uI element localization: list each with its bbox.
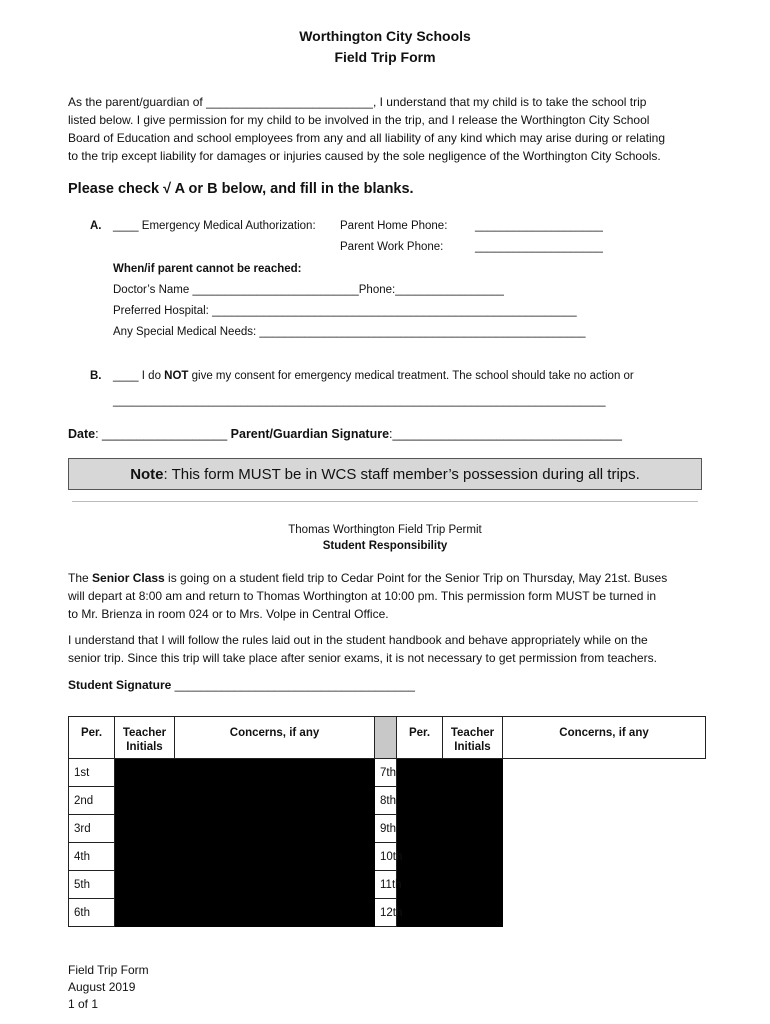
preferred-hospital-field[interactable]: Preferred Hospital: _________________________________________________________ xyxy=(113,305,577,317)
period-cell: 7th xyxy=(375,759,397,787)
home-phone-field[interactable]: ____________________ xyxy=(475,220,603,232)
concerns-cell[interactable] xyxy=(175,899,375,927)
parent-signature-label: Parent/Guardian Signature xyxy=(230,427,390,441)
initials-header-line: Initials xyxy=(126,741,163,753)
note-box xyxy=(68,458,702,490)
page-footer xyxy=(68,962,149,1013)
permit-title: Thomas Worthington Field Trip Permit xyxy=(288,524,482,536)
student-signature-row xyxy=(68,678,415,692)
concerns-cell[interactable] xyxy=(175,759,375,787)
footer-page-number: 1 of 1 xyxy=(68,997,99,1011)
period-cell: 3rd xyxy=(69,815,115,843)
teacher-initials-cell[interactable] xyxy=(397,815,443,843)
teacher-initials-cell[interactable] xyxy=(115,899,175,927)
rules-line: I understand that I will follow the rules laid out in the student handbook and behave appropriately while on the xyxy=(68,633,648,647)
table-row xyxy=(69,871,706,899)
form-title: Field Trip Form xyxy=(334,49,436,65)
intro-line: Board of Education and school employees from any and all liability of any kind which may arise during or relating xyxy=(68,131,665,145)
col-concerns-header: Concerns, if any xyxy=(503,717,706,759)
concerns-cell[interactable] xyxy=(443,899,503,927)
option-b-letter: B. xyxy=(90,370,102,382)
trip-details-paragraph xyxy=(68,569,708,623)
table-separator-column xyxy=(375,717,397,759)
initials-header-line: Initials xyxy=(454,741,491,753)
teacher-initials-cell[interactable] xyxy=(115,843,175,871)
note-label: Note xyxy=(130,465,164,483)
period-concerns-table xyxy=(68,716,706,927)
trip-line1-rest: is going on a student field trip to Cedar Point for the Senior Trip on Thursday, May 21st. Buses xyxy=(164,571,668,585)
work-phone-label: Parent Work Phone: xyxy=(340,241,444,253)
concerns-cell[interactable] xyxy=(175,843,375,871)
concerns-cell[interactable] xyxy=(175,815,375,843)
period-cell: 10th xyxy=(375,843,397,871)
teacher-initials-cell[interactable] xyxy=(115,759,175,787)
instruction-heading: Please check √ A or B below, and fill in the blanks. xyxy=(68,181,414,197)
note-text: : This form MUST be in WCS staff member’s possession during all trips. xyxy=(163,465,640,483)
option-b-blank-line[interactable]: _____________________________________________________________________________ xyxy=(113,395,606,407)
table-row xyxy=(69,787,706,815)
trip-details-line: will depart at 8:00 am and return to Thomas Worthington at 10:00 pm. This permission form MUST be turned in xyxy=(68,589,657,603)
permit-subtitle: Student Responsibility xyxy=(322,540,448,552)
concerns-cell[interactable] xyxy=(443,871,503,899)
table-header-row xyxy=(69,717,706,759)
table-row xyxy=(69,843,706,871)
option-b-prefix: ____ I do xyxy=(113,370,165,382)
table-row xyxy=(69,759,706,787)
teacher-initials-cell[interactable] xyxy=(397,843,443,871)
teacher-initials-cell[interactable] xyxy=(397,871,443,899)
section-divider xyxy=(72,501,698,502)
option-b-suffix: give my consent for emergency medical treatment. The school should take no action or xyxy=(188,370,634,382)
option-a-label[interactable]: ____ Emergency Medical Authorization: xyxy=(113,220,316,232)
period-cell: 9th xyxy=(375,815,397,843)
teacher-initials-cell[interactable] xyxy=(115,787,175,815)
date-field[interactable]: : __________________ xyxy=(95,427,231,441)
rules-line: senior trip. Since this trip will take place after senior exams, it is not necessary to get permission from teachers. xyxy=(68,651,657,665)
col-teacher-initials-header xyxy=(443,717,503,759)
concerns-cell[interactable] xyxy=(443,815,503,843)
student-signature-field[interactable]: ____________________________________ xyxy=(171,678,415,692)
date-label: Date xyxy=(68,427,96,441)
teacher-initials-cell[interactable] xyxy=(115,871,175,899)
col-period-header: Per. xyxy=(69,717,115,759)
student-signature-label: Student Signature xyxy=(68,678,172,692)
work-phone-field[interactable]: ____________________ xyxy=(475,241,603,253)
footer-form-name: Field Trip Form xyxy=(68,963,149,977)
special-medical-needs-field[interactable]: Any Special Medical Needs: ___________________________________________________ xyxy=(113,326,586,338)
period-cell: 6th xyxy=(69,899,115,927)
option-b-consent-text[interactable] xyxy=(113,370,634,382)
trip-class: Senior Class xyxy=(92,571,165,585)
footer-date: August 2019 xyxy=(68,980,136,994)
teacher-initials-cell[interactable] xyxy=(397,787,443,815)
parent-unreachable-subheading: When/if parent cannot be reached: xyxy=(113,263,302,275)
trip-details-line xyxy=(68,569,708,587)
org-title: Worthington City Schools xyxy=(299,28,471,44)
period-cell: 5th xyxy=(69,871,115,899)
rules-paragraph xyxy=(68,631,708,667)
period-cell: 11th xyxy=(375,871,397,899)
date-signature-row xyxy=(68,427,622,441)
col-period-header: Per. xyxy=(397,717,443,759)
teacher-initials-cell[interactable] xyxy=(397,899,443,927)
teacher-header-line: Teacher xyxy=(122,727,167,739)
period-cell: 2nd xyxy=(69,787,115,815)
trip-details-line: to Mr. Brienza in room 024 or to Mrs. Volpe in Central Office. xyxy=(68,607,389,621)
table-row xyxy=(69,815,706,843)
concerns-cell[interactable] xyxy=(175,871,375,899)
teacher-initials-cell[interactable] xyxy=(397,759,443,787)
intro-line: to the trip except liability for damages or injuries caused by the sole negligence of the Worthington City Schools. xyxy=(68,149,661,163)
intro-line: As the parent/guardian of _________________________, I understand that my child is to take the school trip xyxy=(68,95,647,109)
teacher-header-line: Teacher xyxy=(450,727,495,739)
intro-line: listed below. I give permission for my child to be involved in the trip, and I release the Worthington City School xyxy=(68,113,650,127)
period-cell: 1st xyxy=(69,759,115,787)
trip-prefix: The xyxy=(68,571,93,585)
col-teacher-initials-header xyxy=(115,717,175,759)
parent-signature-field[interactable]: :_________________________________ xyxy=(389,427,622,441)
concerns-cell[interactable] xyxy=(443,787,503,815)
concerns-cell[interactable] xyxy=(443,843,503,871)
col-concerns-header: Concerns, if any xyxy=(175,717,375,759)
teacher-initials-cell[interactable] xyxy=(115,815,175,843)
concerns-cell[interactable] xyxy=(443,759,503,787)
period-cell: 4th xyxy=(69,843,115,871)
concerns-cell[interactable] xyxy=(175,787,375,815)
option-a-letter: A. xyxy=(90,220,102,232)
intro-paragraph xyxy=(68,93,708,165)
table-row xyxy=(69,899,706,927)
period-cell: 8th xyxy=(375,787,397,815)
home-phone-label: Parent Home Phone: xyxy=(340,220,448,232)
option-b-not: NOT xyxy=(164,370,189,382)
doctor-phone-field[interactable]: Doctor’s Name __________________________Phone:_________________ xyxy=(113,284,504,296)
period-cell: 12th xyxy=(375,899,397,927)
